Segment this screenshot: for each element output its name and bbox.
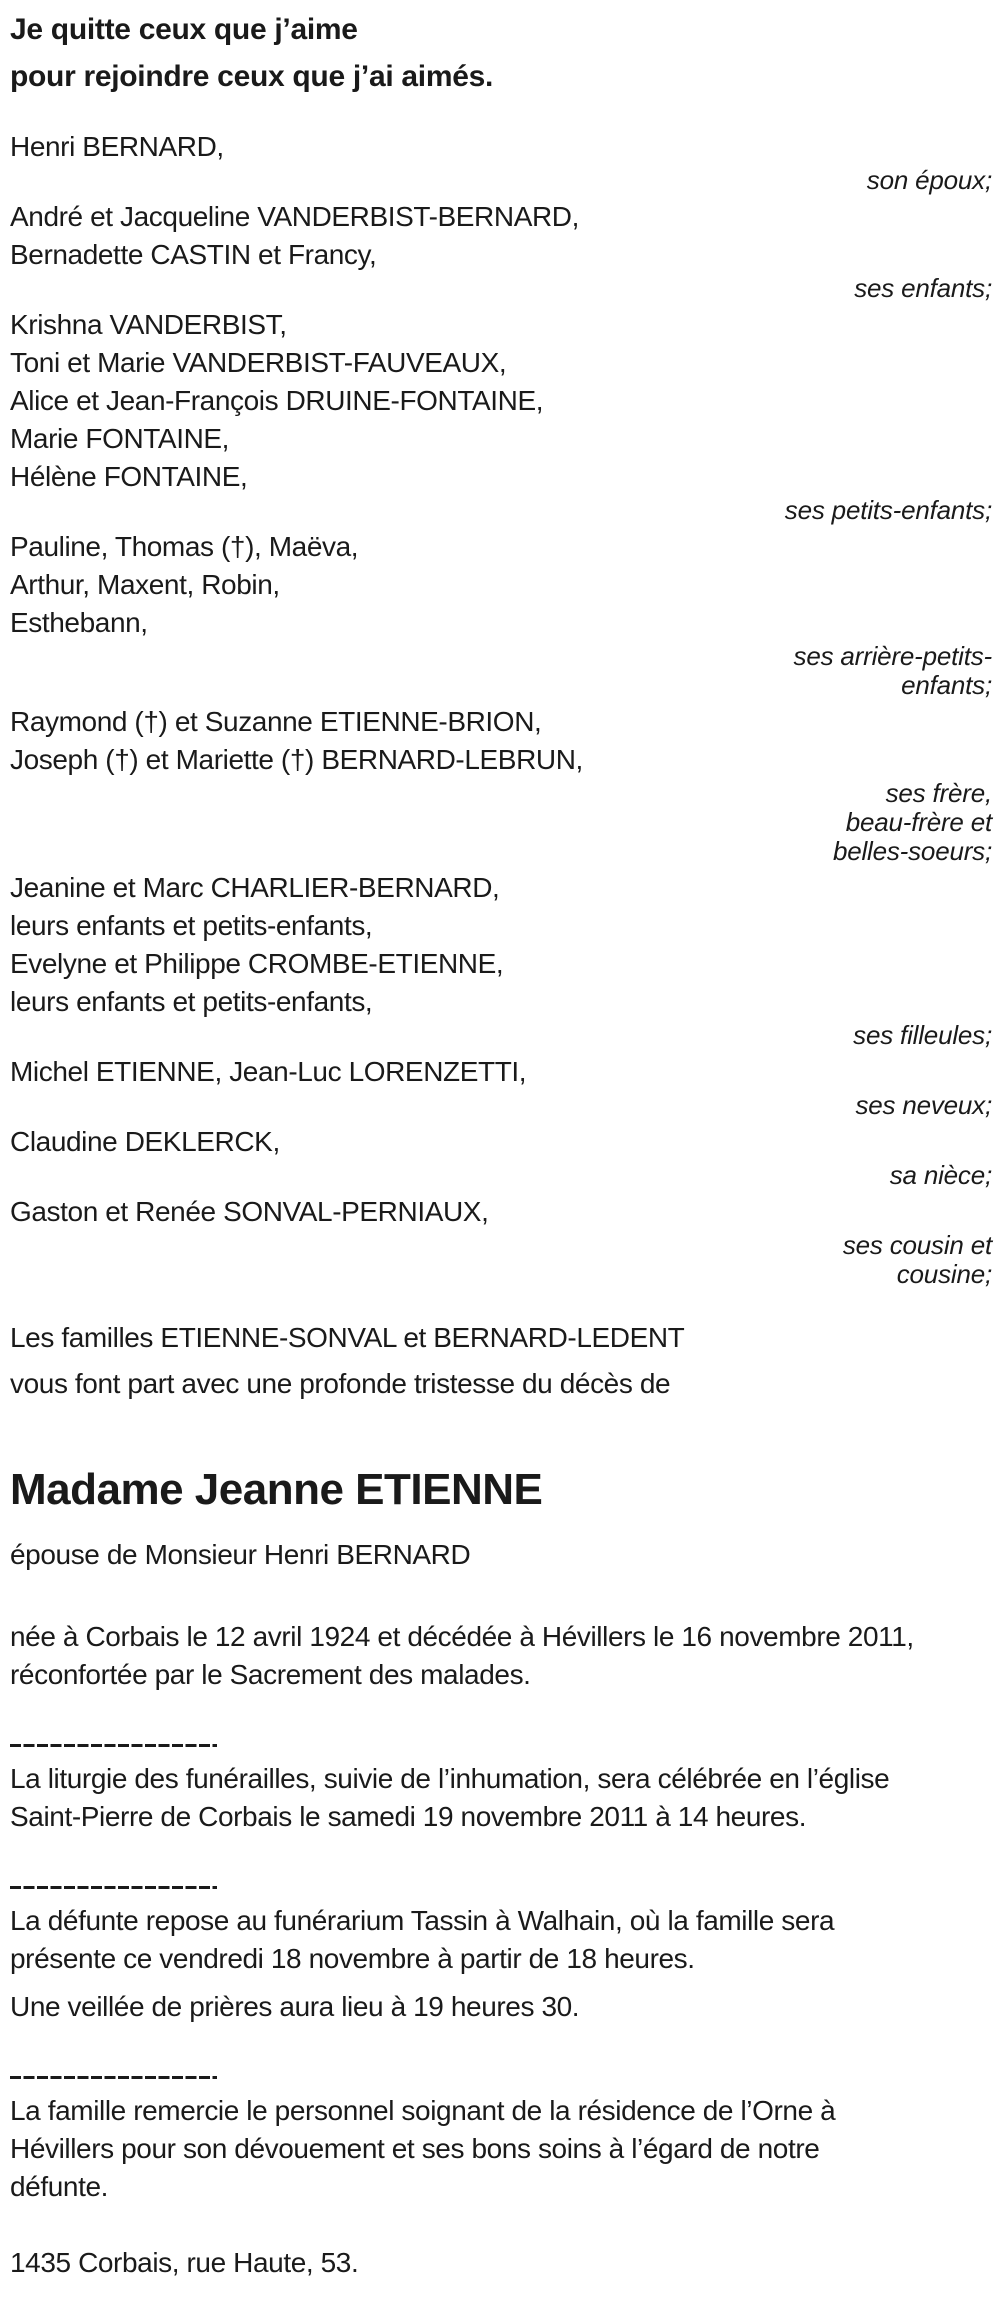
mourner-name: Esthebann, bbox=[10, 607, 148, 638]
mourner-name: Marie FONTAINE, bbox=[10, 423, 230, 454]
mourner-group bbox=[10, 703, 992, 866]
text-line: Saint-Pierre de Corbais le samedi 19 novembre 2011 à 14 heures. bbox=[10, 1801, 807, 1832]
mourner-name: Krishna VANDERBIST, bbox=[10, 309, 287, 340]
address-line: 1435 Corbais, rue Haute, 53. bbox=[10, 2247, 359, 2278]
notice-section bbox=[10, 1886, 992, 2026]
relation-label: ses petits-enfants; bbox=[784, 495, 992, 525]
mourner-group bbox=[10, 306, 992, 525]
notice-section bbox=[10, 2076, 992, 2206]
section-divider bbox=[10, 1744, 217, 1747]
epitaph-line-1: Je quitte ceux que j’aime bbox=[10, 13, 358, 46]
mourner-name: Michel ETIENNE, Jean-Luc LORENZETTI, bbox=[10, 1056, 527, 1087]
notice-paragraph bbox=[10, 1902, 992, 1978]
mourner-name: Joseph (†) et Mariette (†) BERNARD-LEBRUN, bbox=[10, 744, 583, 775]
mourner-group bbox=[10, 1123, 992, 1190]
mourner-name: Gaston et Renée SONVAL-PERNIAUX, bbox=[10, 1196, 489, 1227]
relation-label: enfants; bbox=[901, 670, 992, 700]
mourner-name: leurs enfants et petits-enfants, bbox=[10, 986, 373, 1017]
text-line: La liturgie des funérailles, suivie de l’inhumation, sera célébrée en l’église bbox=[10, 1763, 890, 1794]
life-details bbox=[10, 1618, 992, 1694]
relation-label: son époux; bbox=[866, 165, 992, 195]
notice-paragraph bbox=[10, 1760, 992, 1836]
relation-label: belles-soeurs; bbox=[832, 836, 992, 866]
mourner-name: Jeanine et Marc CHARLIER-BERNARD, bbox=[10, 872, 500, 903]
relation-label: ses arrière-petits- bbox=[793, 641, 992, 671]
mourner-name: Arthur, Maxent, Robin, bbox=[10, 569, 280, 600]
life-line-1: née à Corbais le 12 avril 1924 et décédée à Hévillers le 16 novembre 2011, bbox=[10, 1621, 914, 1652]
mourner-name: Raymond (†) et Suzanne ETIENNE-BRION, bbox=[10, 706, 542, 737]
mourner-name: Pauline, Thomas (†), Maëva, bbox=[10, 531, 359, 562]
text-line: défunte. bbox=[10, 2171, 108, 2202]
notice-sections bbox=[10, 1744, 992, 2206]
mourner-group bbox=[10, 1193, 992, 1289]
mourner-group bbox=[10, 1053, 992, 1120]
notice-section bbox=[10, 1744, 992, 1836]
mourner-name: Hélène FONTAINE, bbox=[10, 461, 248, 492]
mourner-name: André et Jacqueline VANDERBIST-BERNARD, bbox=[10, 201, 579, 232]
notice-paragraph bbox=[10, 1988, 992, 2026]
notice-paragraph bbox=[10, 2092, 992, 2206]
mourner-name: Bernadette CASTIN et Francy, bbox=[10, 239, 377, 270]
relation-label: ses frère, bbox=[885, 778, 992, 808]
mourner-name: Alice et Jean-François DRUINE-FONTAINE, bbox=[10, 385, 544, 416]
text-line: Hévillers pour son dévouement et ses bons soins à l’égard de notre bbox=[10, 2133, 820, 2164]
mourner-group bbox=[10, 869, 992, 1050]
epitaph-line-2: pour rejoindre ceux que j’ai aimés. bbox=[10, 60, 493, 93]
mourner-group bbox=[10, 198, 992, 303]
text-line: La défunte repose au funérarium Tassin à Walhain, où la famille sera bbox=[10, 1905, 835, 1936]
text-line: présente ce vendredi 18 novembre à partir de 18 heures. bbox=[10, 1943, 695, 1974]
announcement-line: vous font part avec une profonde tristesse du décès de bbox=[10, 1368, 671, 1399]
epitaph bbox=[10, 6, 992, 100]
mourner-name: leurs enfants et petits-enfants, bbox=[10, 910, 373, 941]
relation-label: ses cousin et bbox=[842, 1230, 992, 1260]
mourner-group bbox=[10, 128, 992, 195]
relation-label: cousine; bbox=[896, 1259, 992, 1289]
mourner-name: Evelyne et Philippe CROMBE-ETIENNE, bbox=[10, 948, 504, 979]
mourner-name: Claudine DEKLERCK, bbox=[10, 1126, 280, 1157]
section-divider bbox=[10, 2076, 217, 2079]
text-line: Une veillée de prières aura lieu à 19 heures 30. bbox=[10, 1991, 580, 2022]
mourner-name: Toni et Marie VANDERBIST-FAUVEAUX, bbox=[10, 347, 507, 378]
relation-label: ses enfants; bbox=[854, 273, 992, 303]
deceased-subtitle: épouse de Monsieur Henri BERNARD bbox=[10, 1539, 471, 1570]
mourners-list bbox=[10, 128, 992, 1289]
relation-label: sa nièce; bbox=[889, 1160, 992, 1190]
families-line: Les familles ETIENNE-SONVAL et BERNARD-LEDENT bbox=[10, 1322, 685, 1353]
mourner-group bbox=[10, 528, 992, 700]
relation-label: beau-frère et bbox=[845, 807, 992, 837]
mourner-name: Henri BERNARD, bbox=[10, 131, 224, 162]
text-line: La famille remercie le personnel soignant de la résidence de l’Orne à bbox=[10, 2095, 836, 2126]
deceased-name: Madame Jeanne ETIENNE bbox=[10, 1465, 543, 1514]
section-divider bbox=[10, 1886, 217, 1889]
life-line-2: réconfortée par le Sacrement des malades. bbox=[10, 1659, 531, 1690]
relation-label: ses neveux; bbox=[855, 1090, 992, 1120]
relation-label: ses filleules; bbox=[853, 1020, 992, 1050]
